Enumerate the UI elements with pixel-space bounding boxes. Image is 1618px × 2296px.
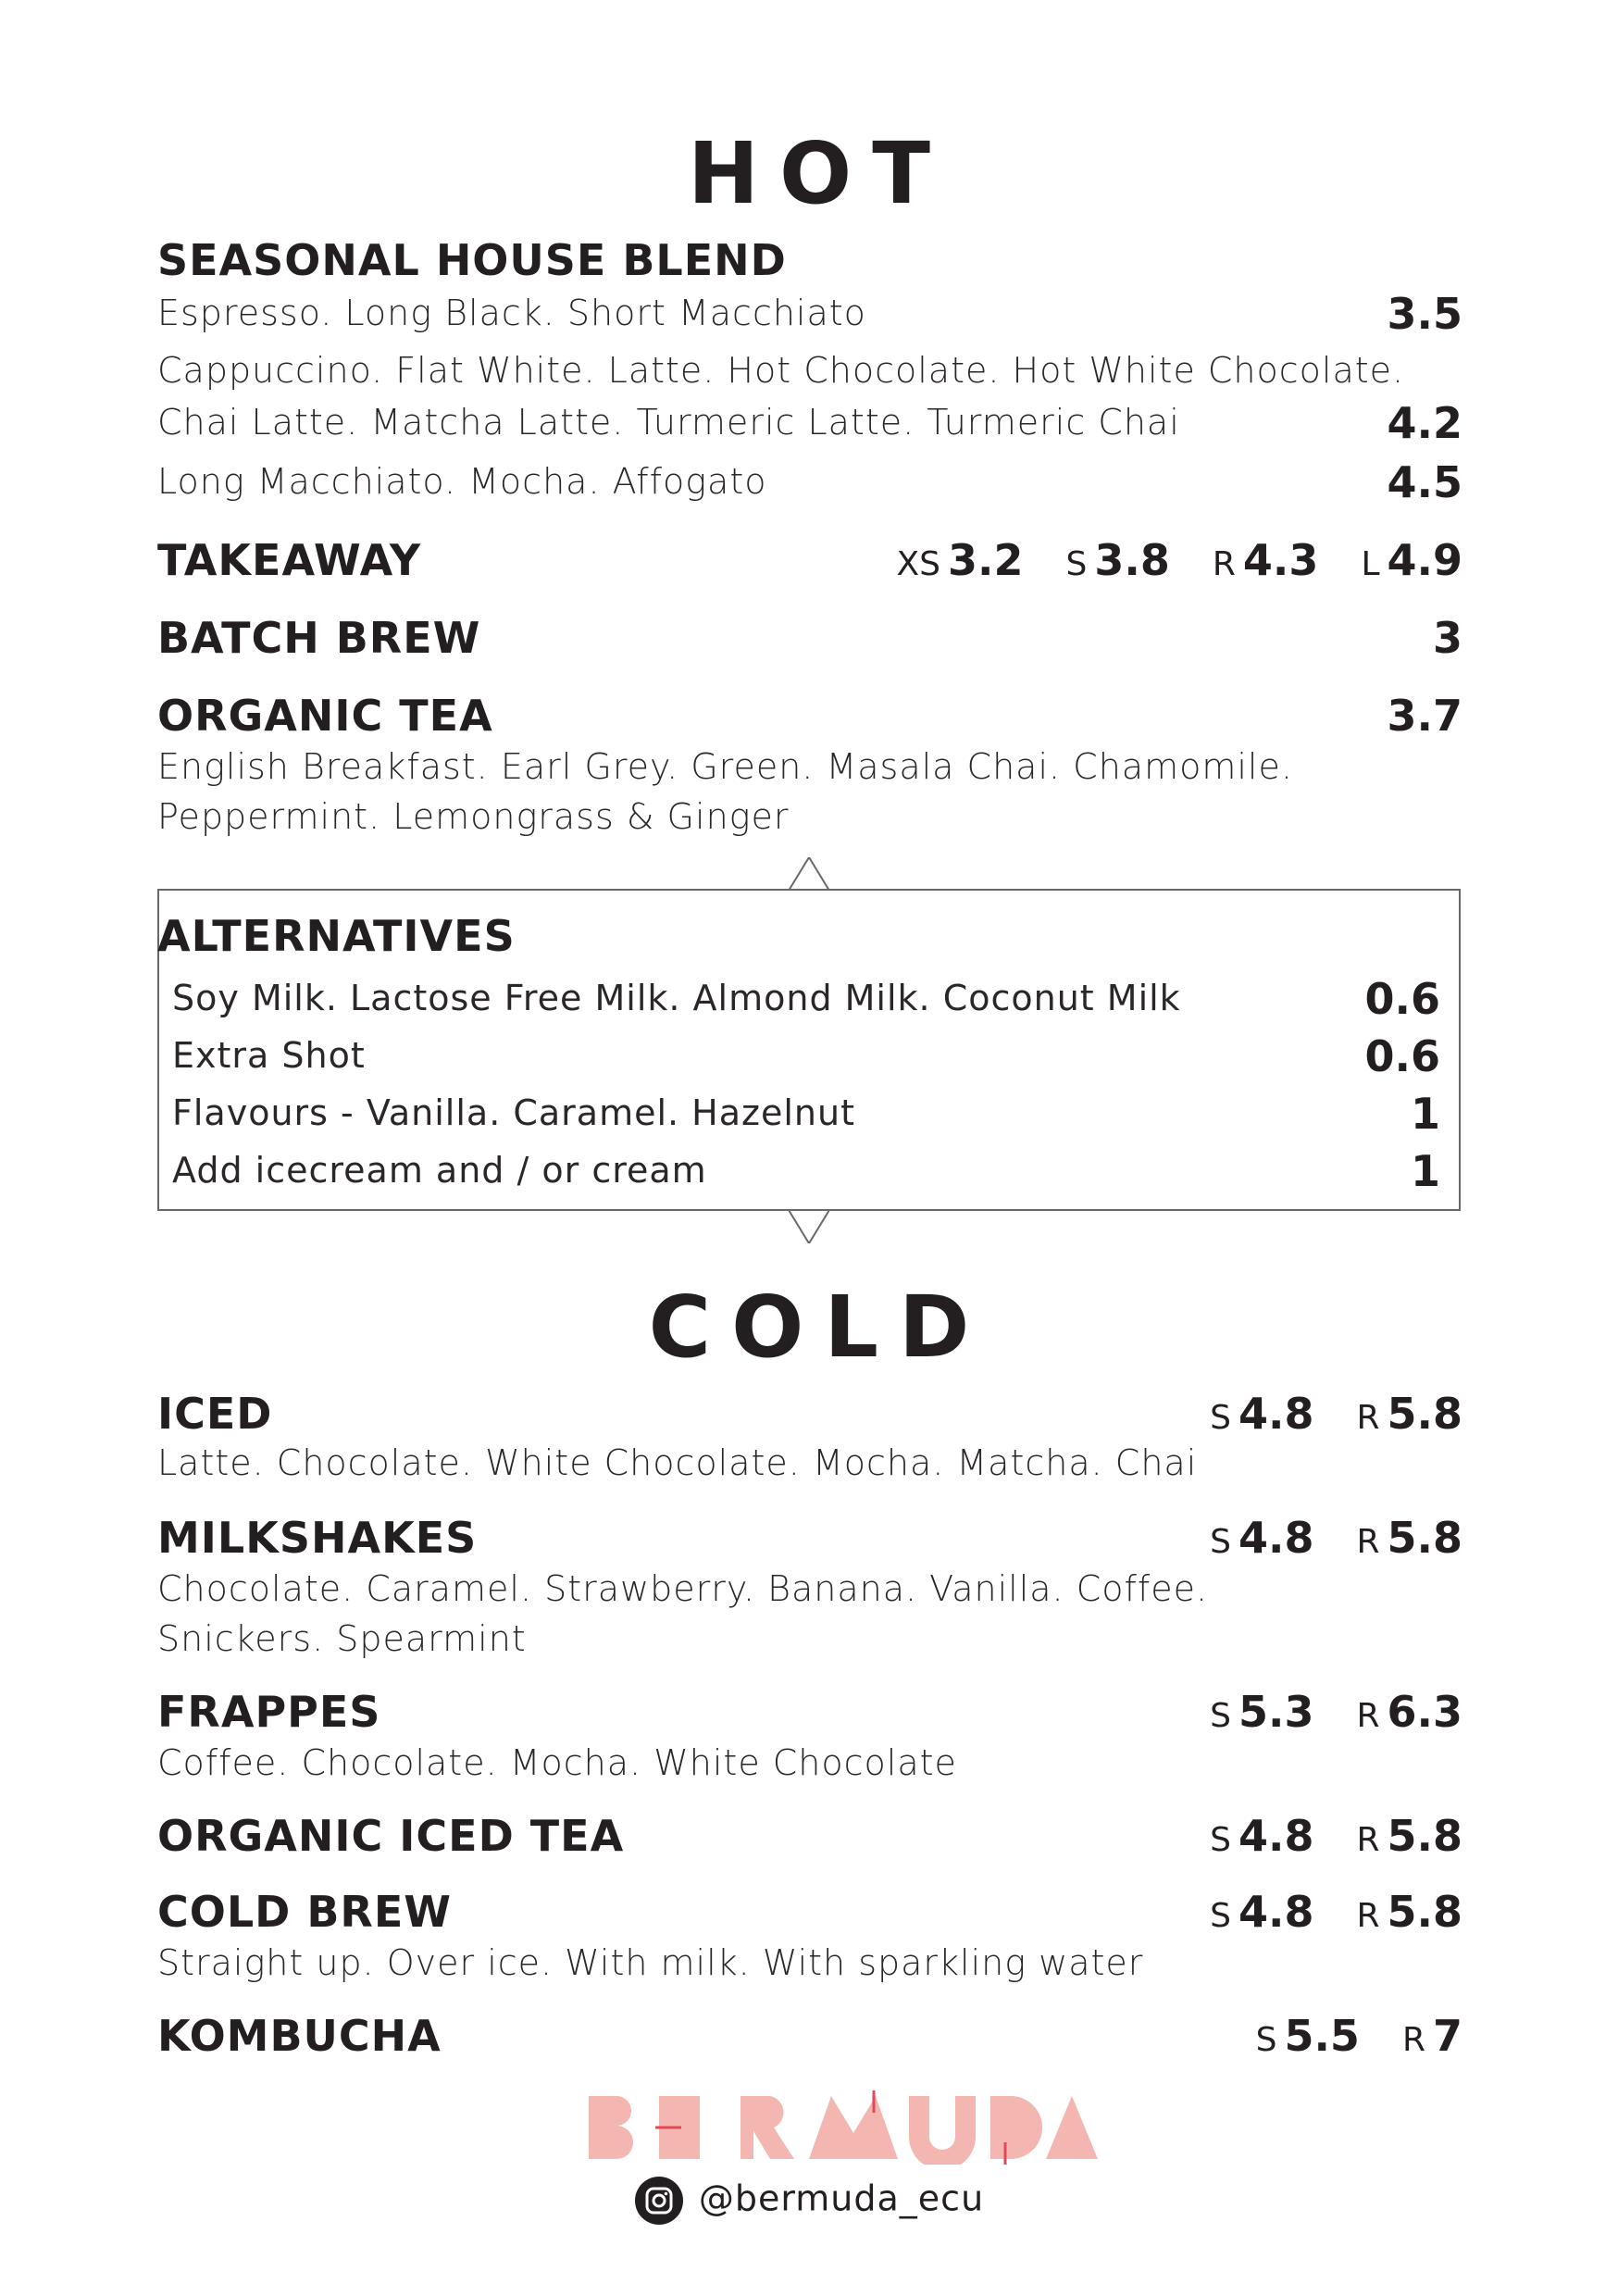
milkshakes-desc-line2: Snickers. Spearmint	[157, 1618, 527, 1659]
organic-tea-desc-line2: Peppermint. Lemongrass & Ginger	[157, 796, 790, 837]
organic-tea-price: 3.7	[1387, 691, 1462, 741]
cold-section-title: COLD	[648, 1278, 990, 1377]
kombucha-prices	[1256, 2011, 1462, 2061]
batch-brew-price: 3	[1432, 613, 1462, 663]
instagram-handle[interactable]: @bermuda_ecu	[698, 2177, 985, 2219]
cold-brew-price-r: 5.8	[1387, 1887, 1462, 1937]
milkshakes-size-s: S	[1210, 1523, 1231, 1561]
social-handle-row	[0, 2176, 1618, 2226]
iced-price-r: 5.8	[1387, 1389, 1462, 1439]
milkshakes-price-s: 4.8	[1238, 1513, 1314, 1563]
milkshakes-size-r: R	[1356, 1523, 1380, 1561]
instagram-icon	[634, 2176, 684, 2226]
cold-brew-price-s: 4.8	[1238, 1887, 1314, 1937]
frappes-size-r: R	[1356, 1697, 1380, 1735]
iced-desc: Latte. Chocolate. White Chocolate. Mocha. Matcha. Chai	[157, 1442, 1198, 1483]
alternatives-row-2-desc: Extra Shot	[172, 1035, 366, 1076]
frappes-prices	[1210, 1687, 1462, 1737]
milkshakes-desc-line1: Chocolate. Caramel. Strawberry. Banana. Vanilla. Coffee.	[157, 1568, 1209, 1609]
hot-section-title: HOT	[688, 124, 951, 223]
organic-iced-tea-heading: ORGANIC ICED TEA	[157, 1811, 625, 1861]
alternatives-row-1-desc: Soy Milk. Lactose Free Milk. Almond Milk. Coconut Milk	[172, 978, 1181, 1018]
alternatives-row-1-price: 0.6	[1364, 974, 1440, 1024]
kombucha-size-r: R	[1401, 2021, 1425, 2059]
batch-brew-heading: BATCH BREW	[157, 613, 481, 663]
seasonal-row-1-desc: Espresso. Long Black. Short Macchiato	[157, 293, 866, 333]
seasonal-row-2-desc-line2: Chai Latte. Matcha Latte. Turmeric Latte. Turmeric Chai	[157, 402, 1180, 443]
alternatives-heading: ALTERNATIVES	[157, 911, 516, 961]
organic-iced-tea-prices	[1210, 1811, 1462, 1861]
iced-price-s: 4.8	[1238, 1389, 1314, 1439]
bermuda-logo	[0, 2090, 1618, 2165]
seasonal-row-3-price: 4.5	[1387, 457, 1462, 507]
iced-size-r: R	[1356, 1399, 1380, 1437]
cold-brew-size-s: S	[1210, 1897, 1231, 1935]
seasonal-row-2-desc: Cappuccino. Flat White. Latte. Hot Chocolate. Hot White Chocolate.	[157, 350, 1405, 391]
cold-brew-desc: Straight up. Over ice. With milk. With sparkling water	[157, 1942, 1144, 1983]
kombucha-heading: KOMBUCHA	[157, 2011, 442, 2061]
frappes-size-s: S	[1210, 1697, 1231, 1735]
frappes-heading: FRAPPES	[157, 1687, 381, 1737]
organic-iced-tea-price-s: 4.8	[1238, 1811, 1314, 1861]
takeaway-size-s: S	[1065, 545, 1088, 583]
takeaway-price-s: 3.8	[1094, 535, 1170, 585]
frappes-desc: Coffee. Chocolate. Mocha. White Chocolate	[157, 1742, 957, 1783]
seasonal-row-2-price: 4.2	[1387, 398, 1462, 448]
organic-tea-desc-line1: English Breakfast. Earl Grey. Green. Masala Chai. Chamomile.	[157, 746, 1293, 787]
takeaway-size-l: L	[1361, 545, 1380, 583]
seasonal-house-blend-heading: SEASONAL HOUSE BLEND	[157, 235, 787, 285]
alternatives-row-4-price: 1	[1410, 1146, 1440, 1196]
iced-heading: ICED	[157, 1389, 273, 1439]
takeaway-heading: TAKEAWAY	[157, 535, 422, 585]
cold-brew-size-r: R	[1356, 1897, 1380, 1935]
frappes-price-s: 5.3	[1238, 1687, 1314, 1737]
kombucha-size-s: S	[1255, 2021, 1277, 2059]
iced-size-s: S	[1210, 1399, 1231, 1437]
kombucha-price-r: 7	[1432, 2011, 1462, 2061]
alternatives-row-4-desc: Add icecream and / or cream	[172, 1150, 707, 1191]
alternatives-row-3-price: 1	[1410, 1089, 1440, 1139]
takeaway-price-xs: 3.2	[948, 535, 1024, 585]
frappes-price-r: 6.3	[1387, 1687, 1462, 1737]
alternatives-row-2-price: 0.6	[1364, 1031, 1440, 1081]
iced-prices	[1210, 1389, 1462, 1439]
seasonal-row-3-desc: Long Macchiato. Mocha. Affogato	[157, 461, 767, 502]
alternatives-bottom-notch	[789, 1210, 829, 1243]
cold-brew-prices	[1210, 1887, 1462, 1937]
kombucha-price-s: 5.5	[1284, 2011, 1360, 2061]
takeaway-price-r: 4.3	[1242, 535, 1319, 585]
milkshakes-price-r: 5.8	[1387, 1513, 1462, 1563]
takeaway-size-r: R	[1212, 545, 1236, 583]
takeaway-prices	[897, 535, 1463, 585]
seasonal-row-1-price: 3.5	[1387, 289, 1462, 339]
organic-iced-tea-price-r: 5.8	[1387, 1811, 1462, 1861]
takeaway-price-l: 4.9	[1387, 535, 1462, 585]
organic-iced-tea-size-r: R	[1356, 1821, 1380, 1859]
cold-brew-heading: COLD BREW	[157, 1887, 453, 1937]
milkshakes-prices	[1210, 1513, 1462, 1563]
milkshakes-heading: MILKSHAKES	[157, 1513, 478, 1563]
alternatives-row-3-desc: Flavours - Vanilla. Caramel. Hazelnut	[172, 1092, 855, 1133]
organic-iced-tea-size-s: S	[1210, 1821, 1231, 1859]
alternatives-top-notch	[789, 857, 829, 891]
takeaway-size-xs: XS	[896, 545, 941, 583]
organic-tea-heading: ORGANIC TEA	[157, 691, 493, 741]
